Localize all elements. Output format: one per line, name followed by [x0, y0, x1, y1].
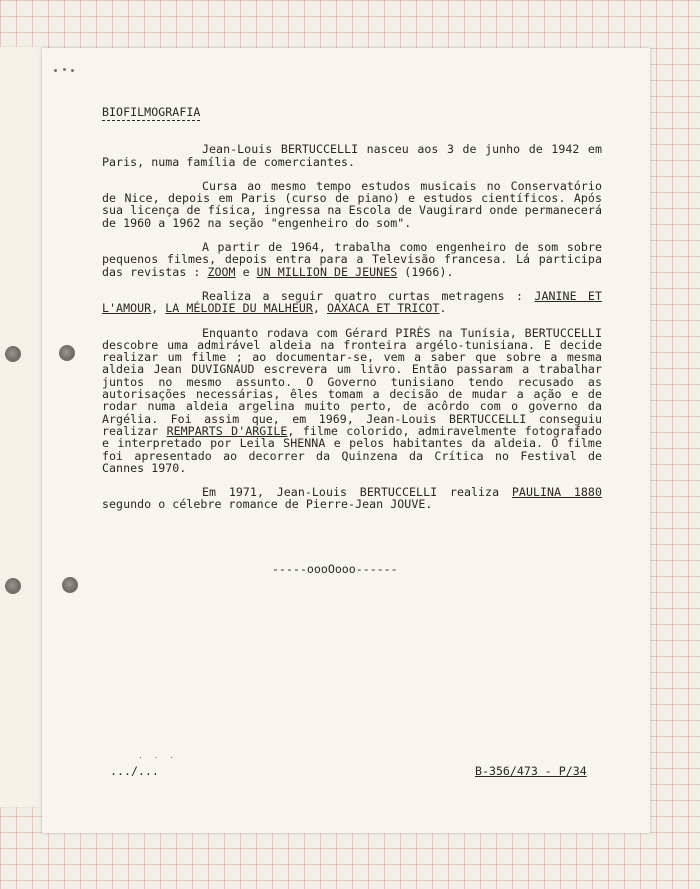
staple-mark — [71, 69, 74, 72]
paragraph-text: e — [235, 264, 257, 279]
punch-hole — [5, 578, 21, 594]
staple-mark — [54, 69, 57, 72]
film-title: LA MÉLODIE DU MALHEUR — [165, 301, 313, 316]
paragraph — [102, 327, 602, 475]
film-title: OAXACA ET TRICOT — [326, 301, 440, 316]
paragraph-text: Jean-Louis BERTUCCELLI nasceu aos 3 de junho de 1942 em Paris, numa família de comerciantes. — [102, 142, 602, 169]
paragraph — [102, 143, 602, 168]
film-title: REMPARTS D'ARGILE — [166, 423, 288, 438]
paragraph-text: Em 1971, Jean-Louis BERTUCCELLI realiza — [202, 485, 512, 500]
paragraph-text: , — [151, 301, 166, 316]
paragraph — [102, 241, 602, 278]
punch-hole — [59, 345, 75, 361]
paragraph-text: Realiza a seguir quatro curtas metragens : — [202, 288, 535, 303]
paragraph-list — [102, 143, 602, 510]
typed-page — [42, 48, 650, 833]
paragraph-text: segundo o célebre romance de Pierre-Jean JOUVE. — [102, 497, 433, 512]
page-dots: . . . — [138, 751, 178, 760]
paragraph — [102, 486, 602, 511]
punch-hole — [5, 346, 21, 362]
film-title: JANINE ET L'AMOUR — [102, 288, 602, 316]
paragraph-text: Cursa ao mesmo tempo estudos musicais no Conservatório de Nice, depois em Paris (curso de piano) e estudos científicos. Após sua licença de física, ingressa na Escola de Vaugirard onde permanecerá de 1960 a 1962 na seção "engenheiro do som". — [102, 178, 602, 230]
film-title: ZOOM — [207, 264, 236, 279]
paragraph-text: Enquanto rodava com Gérard PIRÈS na Tunísia, BERTUCCELLI descobre uma admirável aldeia na fronteira argélo-tunisiana. E decide realizar um filme ; ao documentar-se, vem a saber que sobre a mesma aldeia Jean DUVIGNAUD escrevera um livro. Então passaram a trabalhar juntos no mesmo assunto. O Governo tunisiano tendo recusado as autorisações necessárias, êles tomam a decisão de mudar a ação e de rodar numa aldeia argelina muito perto, de acôrdo com o governo da Argélia. Foi assim que, em 1969, Jean-Louis BERTUCCELLI conseguiu realizar — [102, 325, 602, 438]
paragraph-text: (1966). — [397, 264, 454, 279]
paragraph-text: , filme colorido, admiravelmente fotografado e interpretado por Leila SHENNA e pelos habitantes da aldeia. O filme foi apresentado ao decorrer da Quinzena da Crítica no Festival de Cannes 1970. — [102, 423, 602, 475]
continuation-mark: .../... — [110, 764, 159, 778]
paragraph-text: . — [439, 301, 447, 316]
paragraph-text: , — [312, 301, 327, 316]
film-title: UN MILLION DE JEUNES — [256, 264, 398, 279]
paragraph — [102, 180, 602, 229]
paragraph-text: A partir de 1964, trabalha como engenheiro de som sobre pequenos filmes, depois entra para a Televisão francesa. Lá participa das revistas : — [102, 240, 602, 279]
paragraph — [102, 290, 602, 315]
staple-mark — [63, 68, 66, 71]
document-reference: B-356/473 - P/34 — [475, 764, 587, 778]
punch-hole — [62, 577, 78, 593]
document-body — [102, 106, 602, 523]
document-heading: BIOFILMOGRAFIA — [102, 106, 200, 121]
film-title: PAULINA 1880 — [511, 485, 602, 500]
section-separator: -----oooOooo------ — [272, 562, 398, 576]
